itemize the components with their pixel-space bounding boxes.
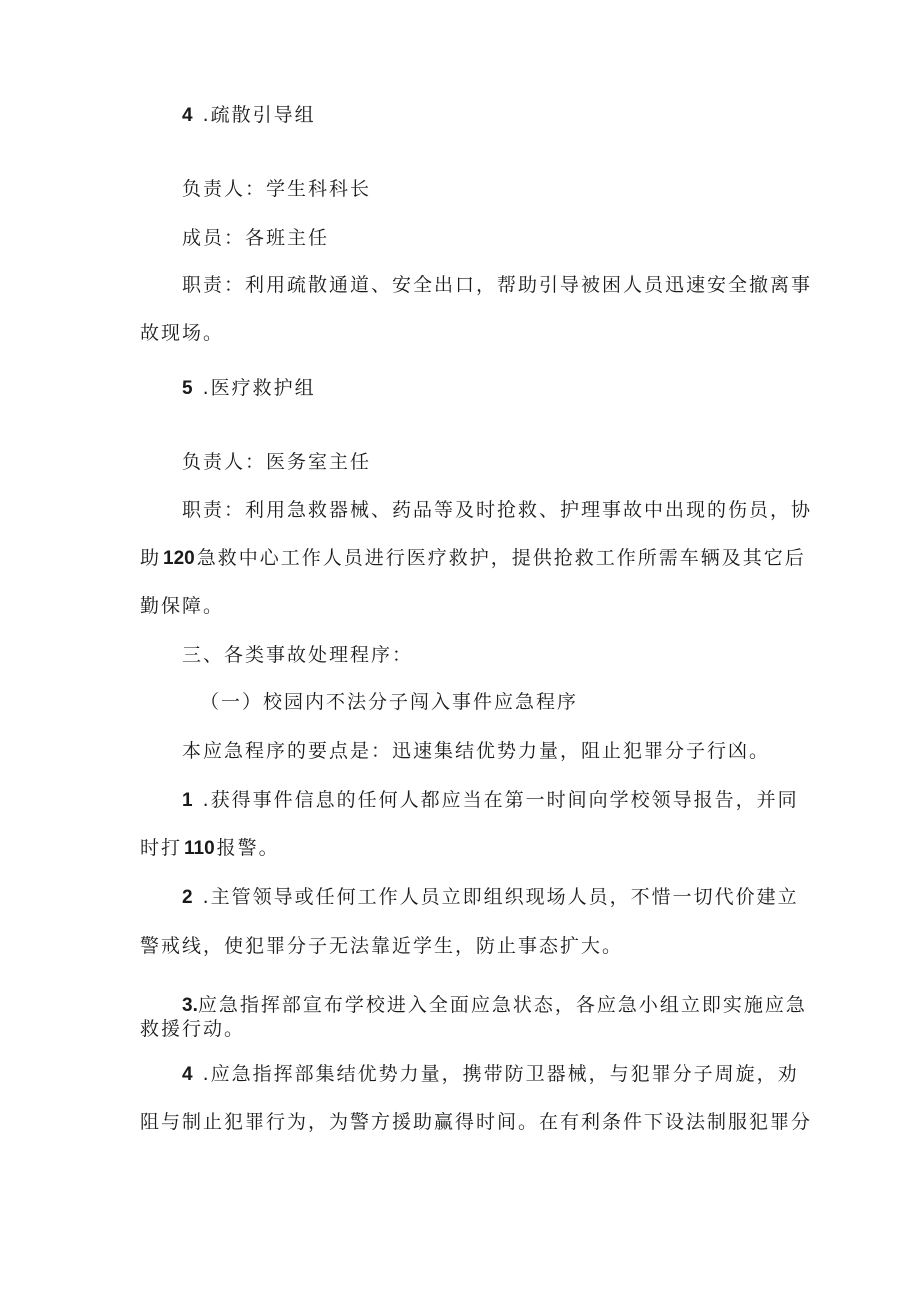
item-3-line-2: 救援行动。: [140, 1018, 246, 1040]
item-4-number: 4: [182, 1064, 193, 1085]
section-4-heading: [182, 103, 782, 128]
section-4-leader: 负责人：学生科科长: [182, 178, 372, 200]
section-4-members: 成员：各班主任: [182, 227, 330, 249]
item-2-line-2: 警戒线，使犯罪分子无法靠近学生，防止事态扩大。: [140, 935, 624, 957]
section-5-title: .医疗救护组: [202, 377, 316, 399]
section-4-title: .疏散引导组: [202, 104, 316, 126]
section-5-duty-line-3: 勤保障。: [140, 595, 225, 617]
subsection-1-intro: 本应急程序的要点是：迅速集结优势力量，阻止犯罪分子行凶。: [182, 740, 771, 762]
section-5-heading: [182, 376, 782, 401]
section-3-title: 三、各类事故处理程序：: [182, 644, 414, 666]
item-4-line-2: 阻与制止犯罪行为，为警方援助赢得时间。在有利条件下设法制服犯罪分: [140, 1111, 813, 1133]
section-5-number: 5: [182, 378, 193, 399]
item-3-line-1: 3.应急指挥部宣布学校进入全面应急状态，各应急小组立即实施应急: [182, 994, 807, 1016]
item-1-number: 1: [182, 790, 193, 811]
section-4-duty-line-1: 职责：利用疏散通道、安全出口，帮助引导被困人员迅速安全撤离事: [182, 274, 813, 296]
item-2-line-1: 2 .主管领导或任何工作人员立即组织现场人员，不惜一切代价建立: [182, 886, 799, 908]
item-1-line-1: 1 .获得事件信息的任何人都应当在第一时间向学校领导报告，并同: [182, 789, 799, 811]
subsection-1-title: （一）校园内不法分子闯入事件应急程序: [200, 691, 579, 713]
section-5-duty-line-2: 助 120 急救中心工作人员进行医疗救护，提供抢救工作所需车辆及其它后: [140, 547, 806, 569]
item-4-line-1: 4 .应急指挥部集结优势力量，携带防卫器械，与犯罪分子周旋，劝: [182, 1063, 799, 1085]
section-4-number: 4: [182, 105, 193, 126]
section-5-leader: 负责人：医务室主任: [182, 451, 372, 473]
section-5-duty-line-1: 职责：利用急救器械、药品等及时抢救、护理事故中出现的伤员，协: [182, 499, 813, 521]
item-1-line-2: 时打 110 报警。: [140, 837, 280, 859]
item-3-number: 3.: [182, 995, 198, 1016]
section-4-duty-line-2: 故现场。: [140, 322, 225, 344]
item-2-number: 2: [182, 887, 193, 908]
police-number-110: 110: [184, 838, 215, 859]
emergency-number-120: 120: [163, 548, 195, 569]
